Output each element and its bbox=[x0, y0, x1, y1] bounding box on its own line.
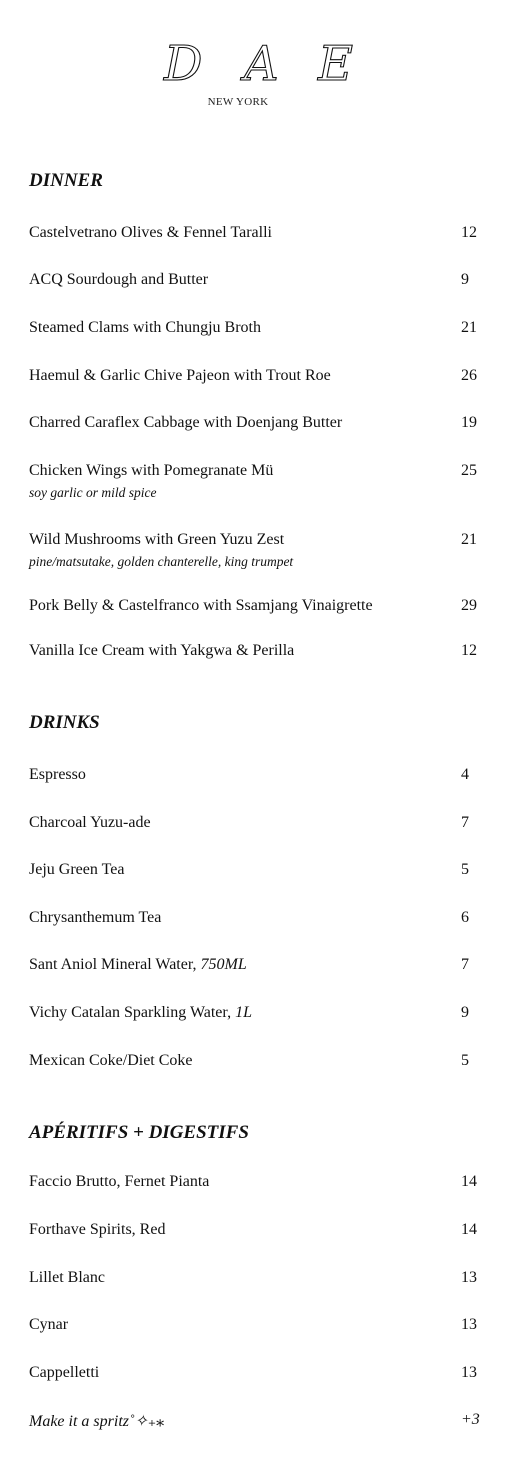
menu-item-name: Pork Belly & Castelfranco with Ssamjang Vinaigrette bbox=[29, 597, 373, 614]
menu-item bbox=[29, 1004, 479, 1028]
menu-item-price: 14 bbox=[461, 1173, 477, 1190]
menu-item-price: 13 bbox=[461, 1269, 477, 1286]
menu-item bbox=[29, 1173, 479, 1197]
menu-item-name: Castelvetrano Olives & Fennel Taralli bbox=[29, 224, 272, 241]
menu-item-price: 14 bbox=[461, 1221, 477, 1238]
menu-item-price: 12 bbox=[461, 642, 477, 659]
menu-item-name: ACQ Sourdough and Butter bbox=[29, 271, 209, 288]
menu-item-name: Chicken Wings with Pomegranate Mü bbox=[29, 462, 274, 479]
menu-item bbox=[29, 414, 479, 438]
section-heading-drinks: DRINKS bbox=[29, 712, 100, 733]
menu-item bbox=[29, 909, 479, 933]
menu-item-price: 9 bbox=[461, 271, 469, 288]
section-heading-dinner: DINNER bbox=[29, 170, 103, 191]
menu-item bbox=[29, 462, 479, 500]
menu-item-name-text: Vichy Catalan Sparkling Water, bbox=[29, 1004, 232, 1021]
menu-item bbox=[29, 271, 479, 295]
menu-item bbox=[29, 531, 479, 569]
menu-item-price: 9 bbox=[461, 1004, 469, 1021]
menu-item-price: 29 bbox=[461, 597, 477, 614]
menu-item-name: Make it a spritz˚✧₊⁎ bbox=[29, 1413, 165, 1430]
menu-item-price: +3 bbox=[461, 1411, 480, 1428]
menu-item bbox=[29, 224, 479, 248]
menu-item-name: Wild Mushrooms with Green Yuzu Zest bbox=[29, 531, 285, 548]
menu-item-size: 1L bbox=[235, 1004, 252, 1021]
menu-item-name: Faccio Brutto, Fernet Pianta bbox=[29, 1173, 210, 1190]
menu-item-size: 750ML bbox=[200, 956, 247, 973]
menu-item-price: 21 bbox=[461, 531, 477, 548]
menu-item-price: 5 bbox=[461, 1052, 469, 1069]
menu-item-name: Jeju Green Tea bbox=[29, 861, 125, 878]
menu-item bbox=[29, 956, 479, 980]
menu-item-name: Espresso bbox=[29, 766, 86, 783]
restaurant-location: NEW YORK bbox=[207, 96, 269, 108]
menu-item-price: 26 bbox=[461, 367, 477, 384]
menu-item-price: 25 bbox=[461, 462, 477, 479]
menu-item bbox=[29, 642, 479, 666]
menu-item-name: Chrysanthemum Tea bbox=[29, 909, 162, 926]
menu-item bbox=[29, 814, 479, 838]
menu-item bbox=[29, 1364, 479, 1388]
menu-item-name: Steamed Clams with Chungju Broth bbox=[29, 319, 261, 336]
menu-item bbox=[29, 319, 479, 343]
menu-item-name-text: Sant Aniol Mineral Water, bbox=[29, 956, 197, 973]
menu-item-description: pine/matsutake, golden chanterelle, king trumpet bbox=[29, 554, 294, 569]
menu-item-name bbox=[29, 956, 247, 974]
logo-letter-e: E bbox=[318, 36, 354, 90]
menu-item-name: Cappelletti bbox=[29, 1364, 100, 1381]
menu-item-name: Charred Caraflex Cabbage with Doenjang Butter bbox=[29, 414, 343, 431]
section-heading-aperitifs-digestifs: APÉRITIFS + DIGESTIFS bbox=[29, 1122, 249, 1143]
menu-item bbox=[29, 1269, 479, 1293]
menu-item-price: 19 bbox=[461, 414, 477, 431]
menu-item bbox=[29, 1316, 479, 1340]
menu-item-name: Haemul & Garlic Chive Pajeon with Trout Roe bbox=[29, 367, 331, 384]
spritz-upgrade-note bbox=[29, 1411, 479, 1435]
menu-item-price: 4 bbox=[461, 766, 469, 783]
menu-item bbox=[29, 597, 479, 621]
menu-item-name: Lillet Blanc bbox=[29, 1269, 105, 1286]
menu-item bbox=[29, 766, 479, 790]
menu-item-description: soy garlic or mild spice bbox=[29, 485, 157, 500]
menu-item-price: 7 bbox=[461, 814, 469, 831]
menu-item-price: 21 bbox=[461, 319, 477, 336]
menu-item-price: 6 bbox=[461, 909, 469, 926]
logo-letter-d: D bbox=[164, 36, 203, 90]
logo-script-letters bbox=[150, 30, 370, 90]
restaurant-logo bbox=[0, 30, 520, 90]
menu-item-name: Mexican Coke/Diet Coke bbox=[29, 1052, 193, 1069]
menu-item-price: 5 bbox=[461, 861, 469, 878]
menu-item-name: Cynar bbox=[29, 1316, 69, 1333]
menu-item-price: 7 bbox=[461, 956, 469, 973]
menu-item-name bbox=[29, 1004, 252, 1022]
menu-item-price: 13 bbox=[461, 1364, 477, 1381]
menu-item bbox=[29, 861, 479, 885]
menu-item-price: 12 bbox=[461, 224, 477, 241]
logo-letter-a: A bbox=[244, 36, 279, 90]
menu-item-name: Vanilla Ice Cream with Yakgwa & Perilla bbox=[29, 642, 295, 659]
menu-item-price: 13 bbox=[461, 1316, 477, 1333]
menu-item bbox=[29, 1052, 479, 1076]
menu-item bbox=[29, 367, 479, 391]
menu-item-name: Forthave Spirits, Red bbox=[29, 1221, 166, 1238]
menu-item bbox=[29, 1221, 479, 1245]
menu-item-name: Charcoal Yuzu-ade bbox=[29, 814, 151, 831]
